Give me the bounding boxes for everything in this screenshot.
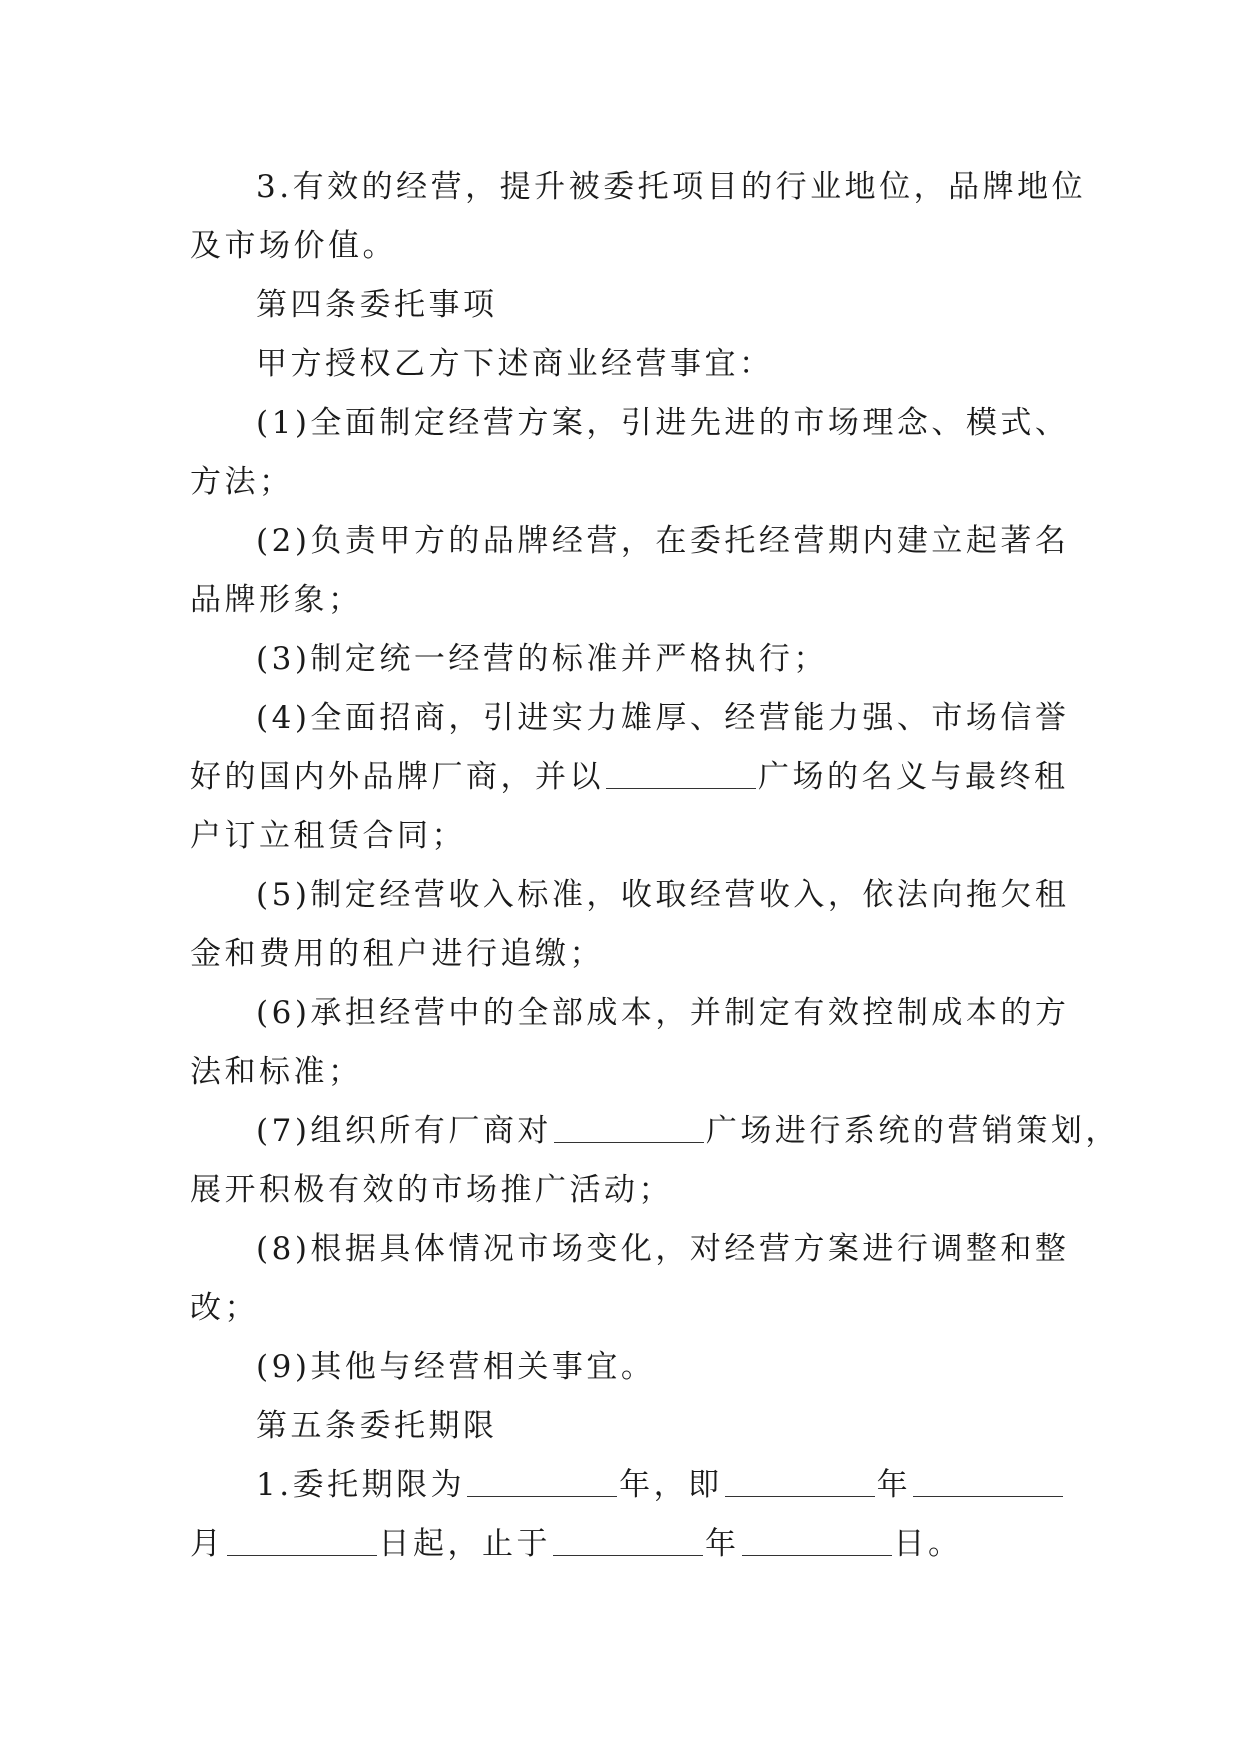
text-line [190, 1102, 1120, 1161]
text-segment: (4)全面招商，引进实力雄厚、经营能力强、市场信誉 [256, 700, 1070, 736]
text-segment: 方法； [190, 464, 294, 500]
text-line [190, 512, 1070, 571]
text-segment: 展开积极有效的市场推广活动； [190, 1172, 673, 1208]
text-segment: 金和费用的租户进行追缴； [190, 936, 604, 972]
text-line [190, 925, 1060, 984]
text-line [190, 571, 1060, 630]
text-line [190, 276, 1060, 335]
text-segment: 年 [876, 1467, 912, 1503]
text-line [190, 748, 1069, 807]
text-segment: 月 [190, 1526, 225, 1562]
text-line [190, 1043, 1060, 1102]
text-segment: (6)承担经营中的全部成本，并制定有效控制成本的方 [256, 995, 1070, 1031]
text-segment: 改； [190, 1290, 259, 1326]
text-segment: 日。 [893, 1526, 963, 1562]
text-line [190, 335, 1060, 394]
text-segment: 年，即 [619, 1467, 723, 1503]
text-segment: 好的国内外品牌厂商，并以 [190, 759, 604, 795]
text-segment: (7)组织所有厂商对 [256, 1113, 552, 1149]
text-line [190, 1161, 1060, 1220]
text-segment: 3.有效的经营，提升被委托项目的行业地位，品牌地位 [256, 169, 1087, 205]
fill-in-blank [913, 1466, 1063, 1497]
fill-in-blank [606, 758, 756, 789]
text-line [190, 394, 1070, 453]
text-segment: 及市场价值。 [190, 228, 397, 264]
text-segment: 1.委托期限为 [256, 1467, 466, 1503]
fill-in-blank [467, 1466, 617, 1497]
text-segment: 第四条委托事项 [256, 287, 498, 323]
text-line [190, 1220, 1070, 1279]
text-line [190, 158, 1087, 217]
text-line [190, 807, 1060, 866]
fill-in-blank [725, 1466, 875, 1497]
text-line [190, 689, 1070, 748]
fill-in-blank [553, 1525, 703, 1556]
text-line [190, 1515, 1060, 1574]
text-line [190, 1338, 1060, 1397]
text-segment: (3)制定统一经营的标准并严格执行； [256, 641, 828, 677]
text-segment: 广场进行系统的营销策划， [705, 1113, 1120, 1149]
text-line [190, 866, 1070, 925]
text-line [190, 984, 1070, 1043]
fill-in-blank [227, 1525, 377, 1556]
text-segment: 户订立租赁合同； [190, 818, 466, 854]
text-segment: 法和标准； [190, 1054, 363, 1090]
text-segment: 第五条委托期限 [256, 1408, 498, 1444]
text-segment: (8)根据具体情况市场变化，对经营方案进行调整和整 [256, 1231, 1070, 1267]
document-body [190, 158, 1120, 1574]
fill-in-blank [742, 1525, 892, 1556]
text-line [190, 217, 1060, 276]
text-segment: (1)全面制定经营方案，引进先进的市场理念、模式、 [256, 405, 1070, 441]
text-segment: 甲方授权乙方下述商业经营事宜： [256, 346, 774, 382]
text-line [190, 453, 1060, 512]
text-segment: 品牌形象； [190, 582, 363, 618]
text-line [190, 630, 1060, 689]
text-segment: 日起，止于 [378, 1526, 551, 1562]
text-segment: 年 [705, 1526, 740, 1562]
text-segment: 广场的名义与最终租 [758, 759, 1069, 795]
text-segment: (9)其他与经营相关事宜。 [256, 1349, 656, 1385]
text-line [190, 1397, 1060, 1456]
text-line [190, 1456, 1060, 1515]
text-segment: (5)制定经营收入标准，收取经营收入，依法向拖欠租 [256, 877, 1070, 913]
text-line [190, 1279, 1060, 1338]
text-segment: (2)负责甲方的品牌经营，在委托经营期内建立起著名 [256, 523, 1070, 559]
fill-in-blank [554, 1112, 704, 1143]
